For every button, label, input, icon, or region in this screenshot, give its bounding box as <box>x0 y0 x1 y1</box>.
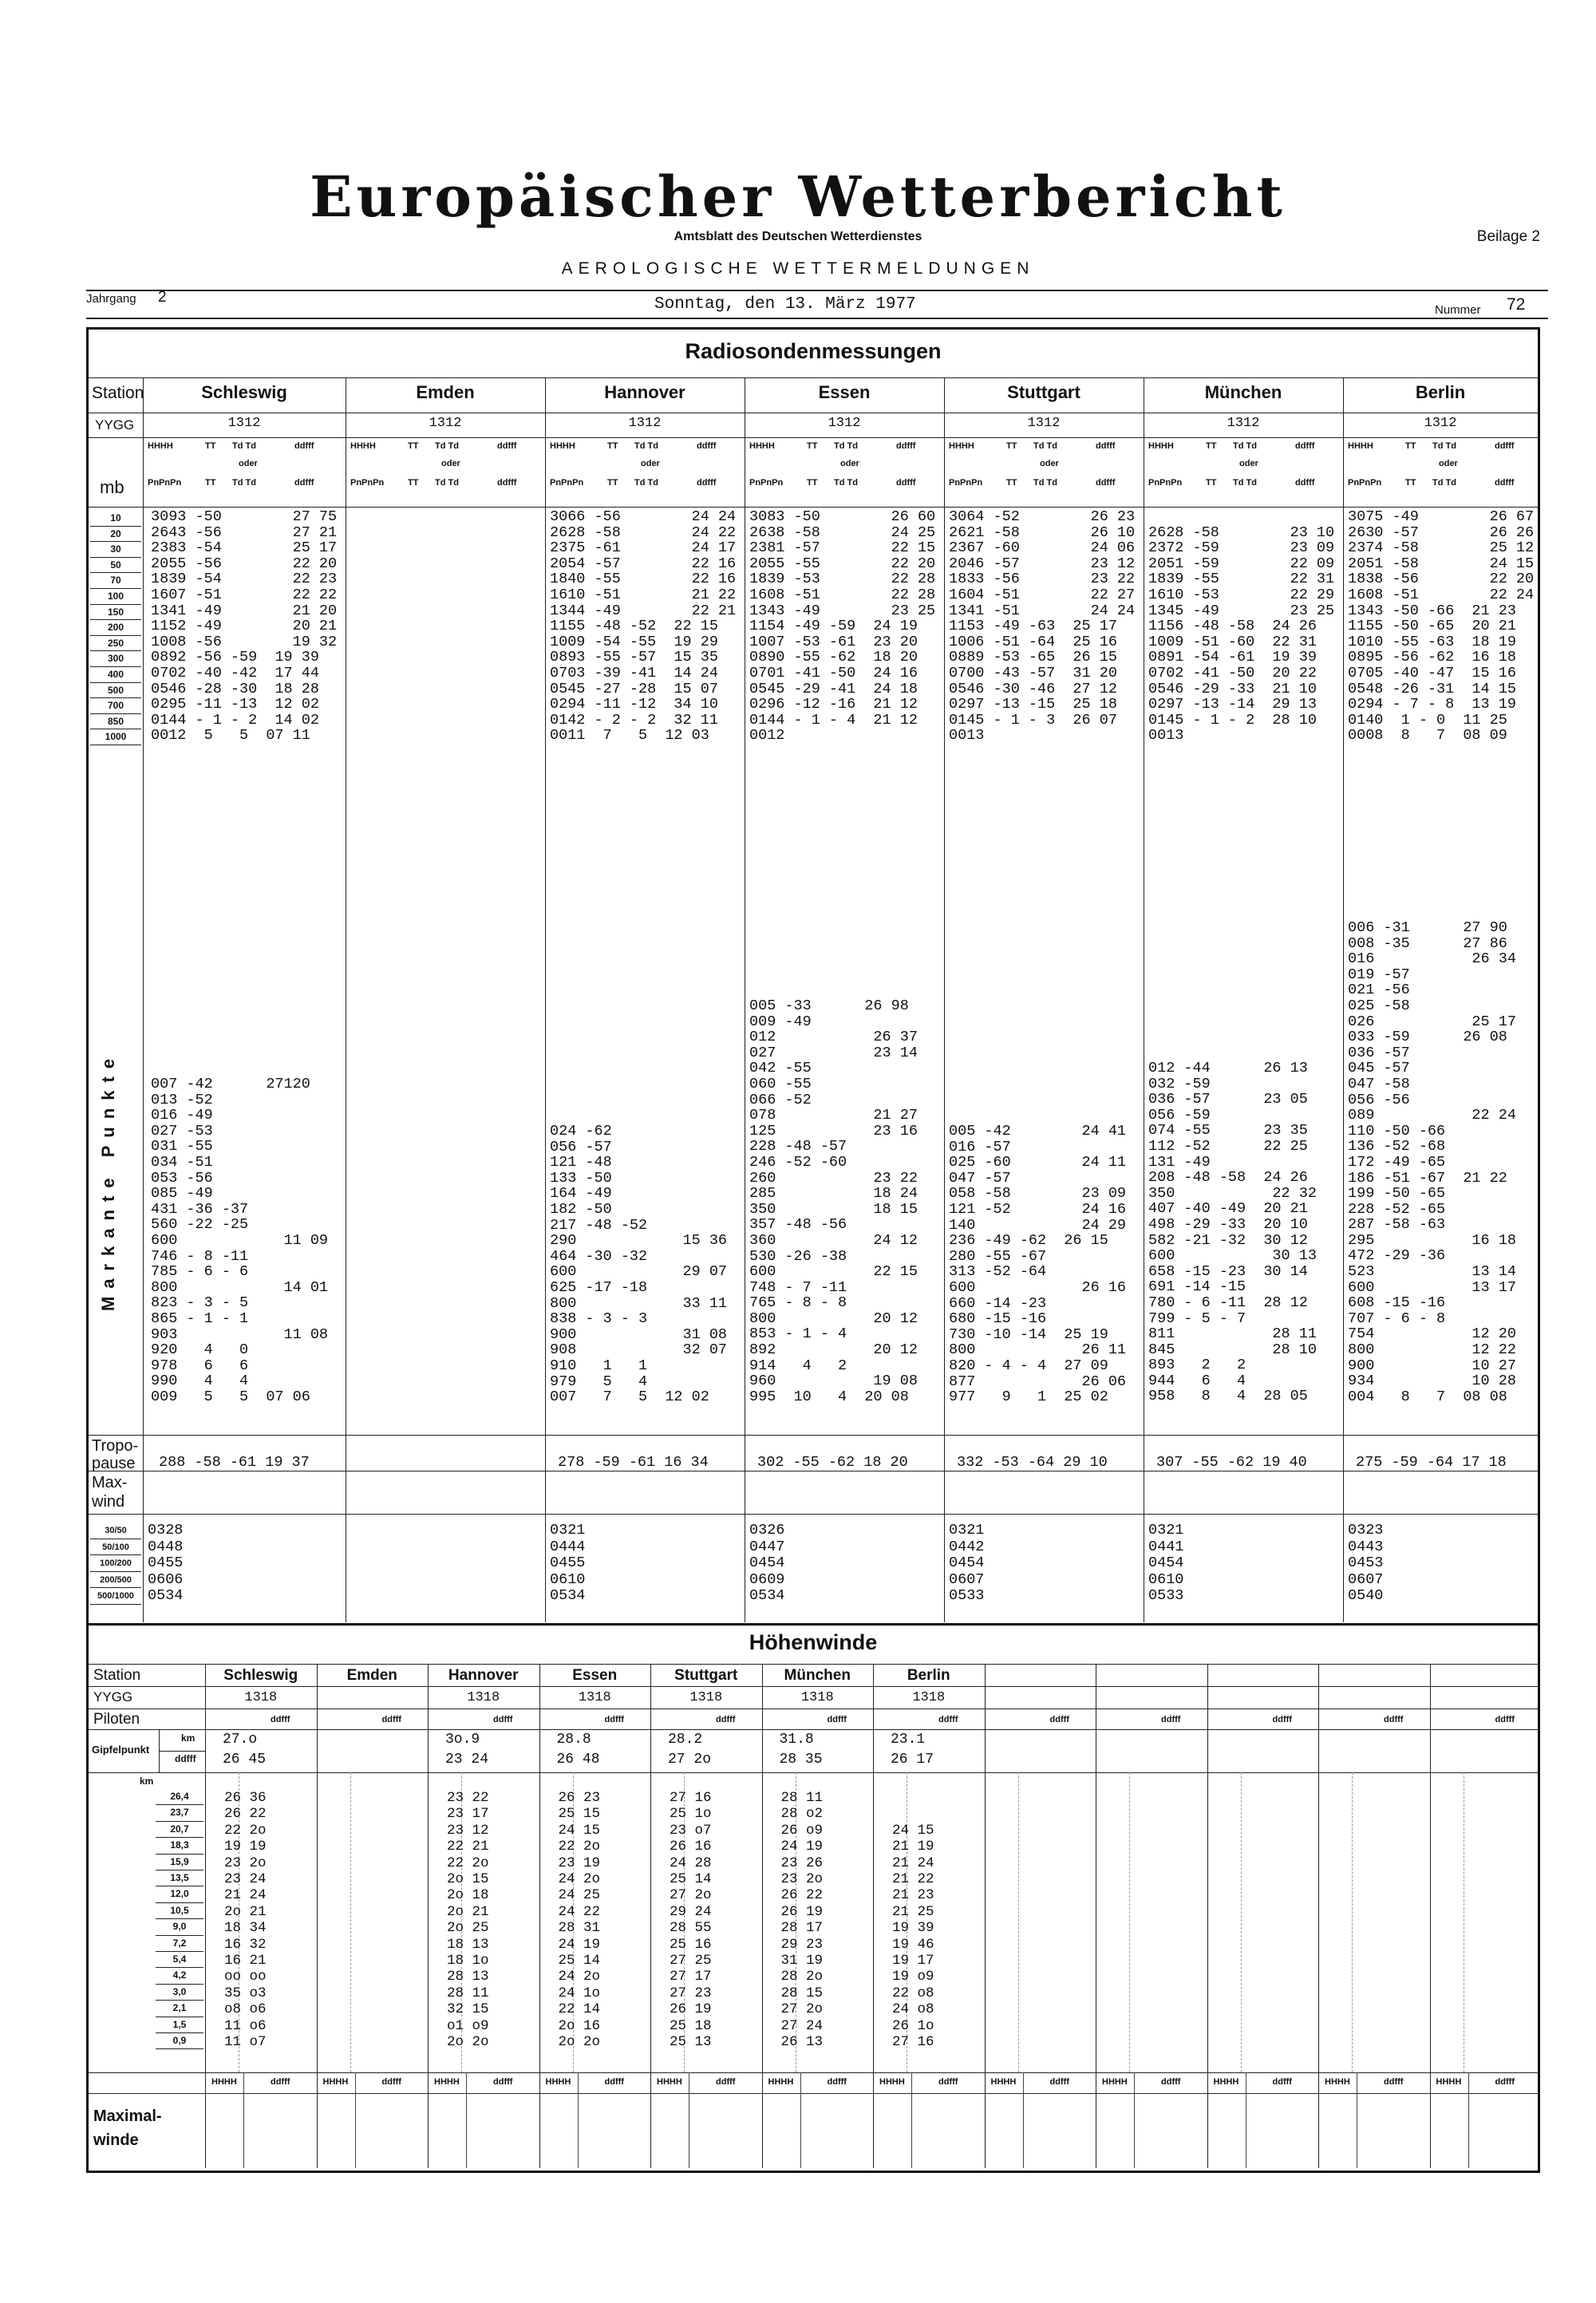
hdr-tt: TT <box>1006 441 1017 451</box>
hw-subdivider <box>243 2072 244 2168</box>
hdr-ddfff: ddfff <box>1096 478 1116 488</box>
hdr-ddfff: ddfff <box>497 441 517 451</box>
hdr-tdtd: Td Td <box>834 478 858 488</box>
gipfel-dd: 23 24 <box>445 1752 489 1768</box>
tropo-schleswig: 288 -58 -61 19 37 <box>159 1454 310 1471</box>
subtitle: Amtsblatt des Deutschen Wetterdienstes <box>674 230 922 243</box>
hdr-oder: oder <box>840 459 859 468</box>
hw-col-divider <box>428 1664 429 2168</box>
yygg-value: 1312 <box>628 416 662 431</box>
hw-level: 10,5 <box>156 1903 203 1919</box>
hdr-tt: TT <box>607 441 618 451</box>
hw-column-values: 26 36 26 22 22 2o 19 19 23 2o 23 24 21 24 2o 21 18 34 16 32 16 21 oo oo 35 o3 o8 o6 11 o6 11 o7 <box>224 1790 267 2051</box>
hw-hhhh: HHHH <box>1102 2077 1128 2087</box>
hdr-hhhh: HHHH <box>749 441 775 451</box>
tropo-essen: 302 -55 -62 18 20 <box>757 1454 908 1471</box>
hw-subdivider <box>466 2072 467 2168</box>
gipfel-label: Gipfelpunkt <box>92 1744 150 1756</box>
mb-level: 200 <box>90 621 141 636</box>
hw-yygg-label: YYGG <box>93 1689 133 1705</box>
hw-level: 0,9 <box>156 2033 203 2049</box>
hdr-hhhh: HHHH <box>1348 441 1373 451</box>
mb-level: 100 <box>90 590 141 605</box>
nummer-label: Nummer <box>1435 303 1481 317</box>
tropo-berlin: 275 -59 -64 17 18 <box>1356 1454 1507 1471</box>
header-rule <box>86 290 1548 291</box>
mb-level: 400 <box>90 668 141 683</box>
hw-ddfff: ddfff <box>1272 2077 1292 2087</box>
shear-berlin: 0323 0443 0453 0607 0540 <box>1348 1522 1384 1604</box>
hw-col-divider <box>762 1664 763 2168</box>
hw-dash-divider <box>350 1772 351 2072</box>
mb-level: 500 <box>90 684 141 699</box>
hw-piloten-ddfff: ddfff <box>1495 1715 1515 1724</box>
hdr-oder: oder <box>1239 459 1258 468</box>
hdr-ddfff: ddfff <box>697 441 717 451</box>
hw-piloten-ddfff: ddfff <box>1161 1715 1181 1724</box>
gipfel-dd: 26 48 <box>556 1752 600 1768</box>
hw-column-values: 24 15 21 19 21 24 21 22 21 23 21 25 19 39 19 46 19 17 19 o9 22 o8 24 o8 26 1o 27 16 <box>892 1822 934 2051</box>
maximal-label: Maximal-winde <box>93 2107 162 2149</box>
station-berlin: Berlin <box>1415 382 1466 402</box>
gipfel-km: 27.o <box>223 1732 258 1748</box>
yygg-value: 1312 <box>828 416 861 431</box>
hw-level: 12,0 <box>156 1886 203 1902</box>
hw-station-name: Essen <box>572 1667 618 1684</box>
hw-subdivider <box>800 2072 801 2168</box>
hdr-oder: oder <box>1040 459 1059 468</box>
yygg-value: 1312 <box>1027 416 1061 431</box>
shear-level: 100/200 <box>90 1557 141 1572</box>
hdr-tt: TT <box>807 478 818 488</box>
yygg-value: 1312 <box>227 416 261 431</box>
hdr-oder: oder <box>641 459 660 468</box>
hw-col-divider <box>650 1664 651 2168</box>
hw-hhhh: HHHH <box>879 2077 905 2087</box>
gipfel-dd: 26 17 <box>891 1752 934 1768</box>
markante-essen: 005 -33 26 98 009 -49 012 26 37 027 23 14 042 -55 060 -55 066 -52 078 21 27 125 23 16 228 -48 -57 246 -52 -60 260 23 22 285 18 24 350 18 15 357 -48 -56 360 24 12 530 -26 -38 600 22 15 748 - 7 -11 765 - 8 - 8 800 20 12 853 - 1 - 4 892 20 12 914 4 2 960 19 08 995 10 4 20 08 <box>749 997 918 1405</box>
station-stuttgart: Stuttgart <box>1007 382 1080 402</box>
hdr-tdtd: Td Td <box>232 441 256 451</box>
hw-level: 2,1 <box>156 2001 203 2017</box>
jahrgang: 2 <box>158 289 167 306</box>
hdr-tdtd: Td Td <box>834 441 858 451</box>
std-levels-essen: 3083 -50 26 60 2638 -58 24 25 2381 -57 22 15 2055 -55 22 20 1839 -53 22 28 1608 -51 22 28 1343 -49 23 25 1154 -49 -59 24 19 1007 -53 -61 23 20 0890 -55 -62 18 20 0701 -41 -50 24 16 0545 -29 -41 24 18 0296 -12 -16 21 12 0144 - 1 - 4 21 12 0012 <box>749 508 936 745</box>
hdr-ddfff: ddfff <box>896 441 916 451</box>
radiosonde-table <box>86 327 1540 1626</box>
hdr-tt: TT <box>1206 478 1217 488</box>
tropo-hannover: 278 -59 -61 16 34 <box>558 1454 709 1471</box>
hdr-tt: TT <box>205 441 216 451</box>
hw-station-name: Berlin <box>907 1667 950 1684</box>
hw-col-divider <box>985 1664 986 2168</box>
hw-piloten-label: Piloten <box>93 1711 140 1728</box>
hw-column-values: 28 11 28 o2 26 o9 24 19 23 26 23 2o 26 22 26 19 28 17 29 23 31 19 28 2o 28 15 27 2o 27 24 26 13 <box>780 1790 824 2051</box>
hw-level: 3,0 <box>156 1985 203 2001</box>
hdr-ddfff: ddfff <box>1295 441 1315 451</box>
hdr-pnpnpn: PnPnPn <box>949 478 983 488</box>
hw-hhhh: HHHH <box>1436 2077 1462 2087</box>
hw-level: 26,4 <box>156 1789 203 1805</box>
mb-level: 300 <box>90 652 141 667</box>
hdr-tdtd: Td Td <box>1033 441 1057 451</box>
gipfel-sub-rule <box>159 1751 205 1752</box>
jahrgang-label: Jahrgang <box>86 292 136 306</box>
shear-muenchen: 0321 0441 0454 0610 0533 <box>1148 1522 1184 1604</box>
hw-level: 15,9 <box>156 1855 203 1870</box>
hw-piloten-ddfff: ddfff <box>604 1715 624 1724</box>
hw-level: 23,7 <box>156 1805 203 1821</box>
gipfel-km: 23.1 <box>891 1732 926 1748</box>
hdr-pnpnpn: PnPnPn <box>550 478 584 488</box>
gipfel-km: 3o.9 <box>445 1732 480 1748</box>
hoehenwinde-title: Höhenwinde <box>749 1630 878 1654</box>
shear-level: 50/100 <box>90 1541 141 1556</box>
gipfel-km: 28.2 <box>668 1732 703 1748</box>
nummer: 72 <box>1507 295 1526 314</box>
hdr-hhhh: HHHH <box>949 441 974 451</box>
hw-yygg: 1318 <box>578 1690 611 1705</box>
hw-column-values: 26 23 25 15 24 15 22 2o 23 19 24 2o 24 25 24 22 28 31 24 19 25 14 24 2o 24 1o 22 14 2o 16 2o 2o <box>558 1790 601 2051</box>
hw-ddfff: ddfff <box>1161 2077 1181 2087</box>
beilage: Beilage 2 <box>1476 228 1540 245</box>
station-muenchen: München <box>1204 382 1282 402</box>
hw-subdivider <box>578 2072 579 2168</box>
yygg-value: 1312 <box>1227 416 1260 431</box>
tropo-muenchen: 307 -55 -62 19 40 <box>1156 1454 1307 1471</box>
hw-level: 13,5 <box>156 1870 203 1886</box>
hw-piloten-ddfff: ddfff <box>493 1715 513 1724</box>
hdr-ddfff: ddfff <box>1096 441 1116 451</box>
hw-piloten-ddfff: ddfff <box>381 1715 401 1724</box>
hw-piloten-ddfff: ddfff <box>1272 1715 1292 1724</box>
mb-level: 700 <box>90 699 141 714</box>
hw-level: 1,5 <box>156 2017 203 2033</box>
hdr-ddfff: ddfff <box>697 478 717 488</box>
hw-hhhh: HHHH <box>768 2077 794 2087</box>
hw-ddfff: ddfff <box>271 2077 290 2087</box>
hdr-oder: oder <box>239 459 258 468</box>
hdr-tdtd: Td Td <box>232 478 256 488</box>
hw-station-name: Emden <box>346 1667 397 1684</box>
hw-piloten-ddfff: ddfff <box>827 1715 847 1724</box>
station-essen: Essen <box>818 382 871 402</box>
hw-subdivider <box>355 2072 356 2168</box>
hw-col-divider <box>873 1664 874 2168</box>
hw-hhhh: HHHH <box>322 2077 349 2087</box>
maxwind-label: Max-wind <box>92 1474 128 1511</box>
hw-level: 9,0 <box>156 1919 203 1935</box>
hw-level: 20,7 <box>156 1822 203 1838</box>
hdr-ddfff: ddfff <box>1495 441 1515 451</box>
hw-station-name: München <box>784 1667 851 1684</box>
gipfel-km: 31.8 <box>779 1732 814 1748</box>
hw-col-divider <box>1318 1664 1319 2168</box>
gipfel-dd-unit: ddfff <box>175 1753 196 1764</box>
markante-berlin: 006 -31 27 90 008 -35 27 86 016 26 34 019 -57 021 -56 025 -58 026 25 17 033 -59 26 08 036 -57 045 -57 047 -58 056 -56 089 22 24 110 -50 -66 136 -52 -68 172 -49 -65 186 -51 -67 21 22 199 -50 -65 228 -52 -65 287 -58 -63 295 16 18 472 -29 -36 523 13 14 600 13 17 608 -15 -16 707 - 6 - 8 754 12 20 800 12 22 900 10 27 934 10 28 004 8 7 08 08 <box>1348 919 1516 1405</box>
std-levels-schleswig: 3093 -50 27 75 2643 -56 27 21 2383 -54 25 17 2055 -56 22 20 1839 -54 22 23 1607 -51 22 22 1341 -49 21 20 1152 -49 20 21 1008 -56 19 32 0892 -56 -59 19 39 0702 -40 -42 17 44 0546 -28 -30 18 28 0295 -11 -13 12 02 0144 - 1 - 2 14 02 0012 5 5 07 11 <box>151 508 338 745</box>
hw-hhhh: HHHH <box>1213 2077 1239 2087</box>
shear-essen: 0326 0447 0454 0609 0534 <box>749 1522 785 1604</box>
hw-hhhh: HHHH <box>990 2077 1017 2087</box>
hdr-tt: TT <box>1206 441 1217 451</box>
hw-hhhh: HHHH <box>1325 2077 1350 2087</box>
hw-piloten-ddfff: ddfff <box>271 1715 290 1724</box>
mb-level: 50 <box>90 559 141 574</box>
hw-dash-divider <box>1018 1772 1019 2072</box>
hw-ddfff: ddfff <box>1384 2077 1404 2087</box>
hdr-tdtd: Td Td <box>634 478 658 488</box>
hdr-tt: TT <box>408 478 419 488</box>
hw-station-name: Schleswig <box>223 1667 298 1684</box>
gipfel-dd: 27 2o <box>668 1752 712 1768</box>
hw-column-values: 27 16 25 1o 23 o7 26 16 24 28 25 14 27 2o 29 24 28 55 25 16 27 25 27 17 27 23 26 19 25 18 25 13 <box>670 1790 712 2051</box>
date: Sonntag, den 13. März 1977 <box>654 295 916 314</box>
std-levels-berlin: 3075 -49 26 67 2630 -57 26 26 2374 -58 25 12 2051 -58 24 15 1838 -56 22 20 1608 -51 22 24 1343 -50 -66 21 23 1155 -50 -65 20 21 1010 -55 -63 18 19 0895 -56 -62 16 18 0705 -40 -47 15 16 0548 -26 -31 14 15 0294 - 7 - 8 13 19 0140 1 - 0 11 25 0008 8 7 08 09 <box>1348 508 1535 745</box>
hw-yygg: 1318 <box>800 1690 834 1705</box>
hw-subdivider <box>911 2072 912 2168</box>
tropo-label: Tropo-pause <box>92 1437 139 1472</box>
hdr-tdtd: Td Td <box>1033 478 1057 488</box>
hdr-hhhh: HHHH <box>350 441 376 451</box>
section-title: AEROLOGISCHE WETTERMELDUNGEN <box>561 259 1035 278</box>
markante-muenchen: 012 -44 26 13 032 -59 036 -57 23 05 056 -59 074 -55 23 35 112 -52 22 25 131 -49 208 -48 -58 24 26 350 22 32 407 -40 -49 20 21 498 -29 -33 20 10 582 -21 -32 30 12 600 30 13 658 -15 -23 30 14 691 -14 -15 780 - 6 -11 28 12 799 - 5 - 7 811 28 11 845 28 10 893 2 2 944 6 4 958 8 4 28 05 <box>1148 1060 1317 1405</box>
hw-subdivider <box>1468 2072 1469 2168</box>
hw-km-unit: km <box>140 1776 154 1787</box>
hdr-pnpnpn: PnPnPn <box>350 478 385 488</box>
hdr-ddfff: ddfff <box>294 478 314 488</box>
gipfel-km: 28.8 <box>556 1732 591 1748</box>
shear-level: 500/1000 <box>90 1590 141 1605</box>
hw-yygg: 1318 <box>244 1690 278 1705</box>
hdr-tdtd: Td Td <box>1233 478 1257 488</box>
hw-level: 7,2 <box>156 1936 203 1952</box>
hw-col-divider <box>539 1664 540 2168</box>
hdr-ddfff: ddfff <box>1295 478 1315 488</box>
hw-piloten-ddfff: ddfff <box>1049 1715 1069 1724</box>
shear-stuttgart: 0321 0442 0454 0607 0533 <box>949 1522 985 1604</box>
tropo-stuttgart: 332 -53 -64 29 10 <box>957 1454 1108 1471</box>
hdr-tt: TT <box>1405 478 1416 488</box>
hdr-oder: oder <box>1439 459 1458 468</box>
hw-column-values: 23 22 23 17 23 12 22 21 22 2o 2o 15 2o 18 2o 21 2o 25 18 13 18 1o 28 13 28 11 32 15 o1 o9 2o 2o <box>447 1790 489 2051</box>
mb-level: 850 <box>90 715 141 730</box>
markante-hannover: 024 -62 056 -57 121 -48 133 -50 164 -49 182 -50 217 -48 -52 290 15 36 464 -30 -32 600 29 07 625 -17 -18 800 33 11 838 - 3 - 3 900 31 08 908 32 07 910 1 1 979 5 4 007 7 5 12 02 <box>550 1123 728 1406</box>
std-levels-muenchen: 2628 -58 23 10 2372 -59 23 09 2051 -59 22 09 1839 -55 22 31 1610 -53 22 29 1345 -49 23 25 1156 -48 -58 24 26 1009 -51 -60 22 31 0891 -54 -61 19 39 0702 -41 -50 20 22 0546 -29 -33 21 10 0297 -13 -14 29 13 0145 - 1 - 2 28 10 0013 <box>1148 523 1335 745</box>
hw-piloten-ddfff: ddfff <box>716 1715 736 1724</box>
hdr-ddfff: ddfff <box>497 478 517 488</box>
hw-piloten-ddfff: ddfff <box>1384 1715 1404 1724</box>
hdr-tt: TT <box>607 478 618 488</box>
station-emden: Emden <box>416 382 475 402</box>
hw-station-label: Station <box>93 1667 141 1684</box>
std-levels-stuttgart: 3064 -52 26 23 2621 -58 26 10 2367 -60 24 06 2046 -57 23 12 1833 -56 23 22 1604 -51 22 27 1341 -51 24 24 1153 -49 -63 25 17 1006 -51 -64 25 16 0889 -53 -65 26 15 0700 -43 -57 31 20 0546 -30 -46 27 12 0297 -13 -15 25 18 0145 - 1 - 3 26 07 0013 <box>949 508 1136 745</box>
hw-hhhh: HHHH <box>434 2077 460 2087</box>
hdr-tt: TT <box>807 441 818 451</box>
hw-ddfff: ddfff <box>1049 2077 1069 2087</box>
hw-ddfff: ddfff <box>938 2077 958 2087</box>
mb-level: 70 <box>90 574 141 589</box>
std-levels-hannover: 3066 -56 24 24 2628 -58 24 22 2375 -61 24 17 2054 -57 22 16 1840 -55 22 16 1610 -51 21 22 1344 -49 22 21 1155 -48 -52 22 15 1009 -54 -55 19 29 0893 -55 -57 15 35 0703 -39 -41 14 24 0545 -27 -28 15 07 0294 -11 -12 34 10 0142 - 2 - 2 32 11 0011 7 5 12 03 <box>550 508 737 745</box>
gipfel-dd: 28 35 <box>779 1752 823 1768</box>
mb-level: 20 <box>90 527 141 543</box>
hdr-tdtd: Td Td <box>435 441 459 451</box>
station-label: Station <box>92 384 144 402</box>
shear-hannover: 0321 0444 0455 0610 0534 <box>550 1522 586 1604</box>
mb-level: 150 <box>90 606 141 621</box>
hdr-tdtd: Td Td <box>1233 441 1257 451</box>
hw-hhhh: HHHH <box>211 2077 237 2087</box>
shear-level: 30/50 <box>90 1524 141 1539</box>
markante-schleswig: 007 -42 27120 013 -52 016 -49 027 -53 031 -55 034 -51 053 -56 085 -49 431 -36 -37 560 -22 -25 600 11 09 746 - 8 -11 785 - 6 - 6 800 14 01 823 - 3 - 5 865 - 1 - 1 903 11 08 920 4 0 978 6 6 990 4 4 009 5 5 07 06 <box>151 1076 329 1405</box>
hdr-oder: oder <box>441 459 460 468</box>
hw-col-divider <box>1207 1664 1208 2168</box>
radiosonde-title: Radiosondenmessungen <box>685 339 942 363</box>
header-rule-2 <box>86 318 1548 319</box>
mb-level: 1000 <box>90 730 141 745</box>
mb-level: 10 <box>90 512 141 527</box>
hdr-pnpnpn: PnPnPn <box>749 478 784 488</box>
hw-subdivider <box>1023 2072 1024 2168</box>
mb-label: mb <box>100 477 124 497</box>
hdr-tt: TT <box>205 478 216 488</box>
hdr-pnpnpn: PnPnPn <box>1348 478 1382 488</box>
hoehenwinde-table <box>86 1626 1540 2173</box>
hdr-tt: TT <box>408 441 419 451</box>
hw-ddfff: ddfff <box>827 2077 847 2087</box>
hw-col-divider <box>317 1664 318 2168</box>
hw-col-divider <box>1430 1664 1431 2168</box>
markante-stuttgart: 005 -42 24 41 016 -57 025 -60 24 11 047 -57 058 -58 23 09 121 -52 24 16 140 24 29 236 -49 -62 26 15 280 -55 -67 313 -52 -64 600 26 16 660 -14 -23 680 -15 -16 730 -10 -14 25 19 800 26 11 820 - 4 - 4 27 09 877 26 06 977 9 1 25 02 <box>949 1123 1127 1406</box>
hw-dash-divider <box>1352 1772 1353 2072</box>
hw-ddfff: ddfff <box>716 2077 736 2087</box>
hw-dash-divider <box>1241 1772 1242 2072</box>
station-schleswig: Schleswig <box>201 382 287 402</box>
hw-ddfff: ddfff <box>493 2077 513 2087</box>
hdr-hhhh: HHHH <box>1148 441 1174 451</box>
gipfel-km-unit: km <box>181 1732 196 1744</box>
hw-subdivider <box>1134 2072 1135 2168</box>
hdr-pnpnpn: PnPnPn <box>148 478 182 488</box>
yygg-label: YYGG <box>95 417 135 433</box>
hw-level: 18,3 <box>156 1838 203 1854</box>
shear-level: 200/500 <box>90 1574 141 1589</box>
hdr-ddfff: ddfff <box>896 478 916 488</box>
hw-yygg: 1318 <box>467 1690 500 1705</box>
mb-level: 30 <box>90 543 141 558</box>
mb-level: 250 <box>90 637 141 652</box>
page-title: Europäischer Wetterbericht <box>310 164 1286 230</box>
hw-ddfff: ddfff <box>604 2077 624 2087</box>
hdr-ddfff: ddfff <box>294 441 314 451</box>
hdr-tdtd: Td Td <box>634 441 658 451</box>
hdr-tt: TT <box>1405 441 1416 451</box>
hdr-tdtd: Td Td <box>1432 441 1456 451</box>
hw-yygg: 1318 <box>689 1690 723 1705</box>
hw-hhhh: HHHH <box>657 2077 682 2087</box>
yygg-value: 1312 <box>429 416 462 431</box>
shear-schleswig: 0328 0448 0455 0606 0534 <box>148 1522 184 1604</box>
hw-station-name: Hannover <box>448 1667 519 1684</box>
hdr-hhhh: HHHH <box>148 441 173 451</box>
hdr-hhhh: HHHH <box>550 441 575 451</box>
hw-hhhh: HHHH <box>545 2077 571 2087</box>
hw-piloten-ddfff: ddfff <box>938 1715 958 1724</box>
hdr-tt: TT <box>1006 478 1017 488</box>
hw-yygg: 1318 <box>912 1690 946 1705</box>
gipfel-dd: 26 45 <box>223 1752 267 1768</box>
hw-level: 5,4 <box>156 1952 203 1968</box>
markante-label: Markante Punkte <box>98 1050 118 1311</box>
hw-level: 4,2 <box>156 1968 203 1984</box>
hdr-tdtd: Td Td <box>435 478 459 488</box>
hw-ddfff: ddfff <box>381 2077 401 2087</box>
hdr-ddfff: ddfff <box>1495 478 1515 488</box>
hdr-pnpnpn: PnPnPn <box>1148 478 1183 488</box>
hdr-tdtd: Td Td <box>1432 478 1456 488</box>
station-hannover: Hannover <box>604 382 685 402</box>
hw-ddfff: ddfff <box>1495 2077 1515 2087</box>
hw-dash-divider <box>1129 1772 1130 2072</box>
yygg-value: 1312 <box>1424 416 1457 431</box>
hw-station-name: Stuttgart <box>674 1667 738 1684</box>
